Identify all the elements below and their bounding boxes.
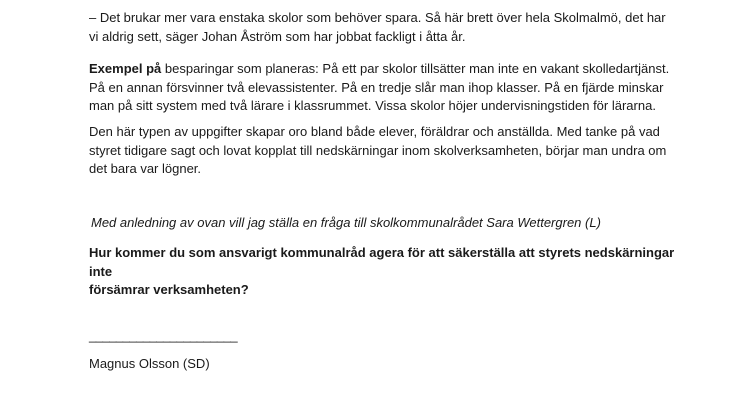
question	[89, 244, 689, 300]
paragraph-examples-line-3: man på sitt system med två lärare i klassrummet. Vissa skolor höjer undervisningstiden för lärarna.	[89, 98, 656, 113]
paragraph-examples	[89, 60, 689, 116]
paragraph-concern-line-2: styret tidigare sagt och lovat kopplat till nedskärningar inom skolverksamheten, börjar man undra om	[89, 142, 667, 158]
signature-line: ______________________	[89, 328, 238, 343]
paragraph-concern	[89, 123, 689, 179]
signature-name: Magnus Olsson (SD)	[89, 356, 210, 371]
paragraph-quote-line-2: vi aldrig sett, säger Johan Åström som har jobbat fackligt i åtta år.	[89, 28, 466, 44]
question-line-2: försämrar verksamheten?	[89, 282, 249, 297]
paragraph-quote	[89, 9, 689, 46]
question-line-1: Hur kommer du som ansvarigt kommunalråd agera för att säkerställa att styrets nedskärningar inte	[89, 245, 675, 279]
examples-bold-lead: Exempel på	[89, 61, 162, 76]
question-intro: Med anledning av ovan vill jag ställa en fråga till skolkommunalrådet Sara Wettergren (L)	[91, 215, 601, 230]
paragraph-quote-line-1: – Det brukar mer vara enstaka skolor som behöver spara. Så här brett över hela Skolmalmö, det har	[89, 10, 666, 25]
paragraph-examples-line-2: På en annan försvinner två elevassistenter. På en tredje slår man ihop klasser. På en fjärde minskar	[89, 79, 664, 95]
paragraph-examples-line-1: besparingar som planeras: På ett par skolor tillsätter man inte en vakant skolledartjänst.	[161, 61, 670, 76]
paragraph-concern-line-1: Den här typen av uppgifter skapar oro bland både elever, föräldrar och anställda. Med tanke på vad	[89, 124, 660, 139]
paragraph-concern-line-3: det bara var lögner.	[89, 161, 202, 176]
